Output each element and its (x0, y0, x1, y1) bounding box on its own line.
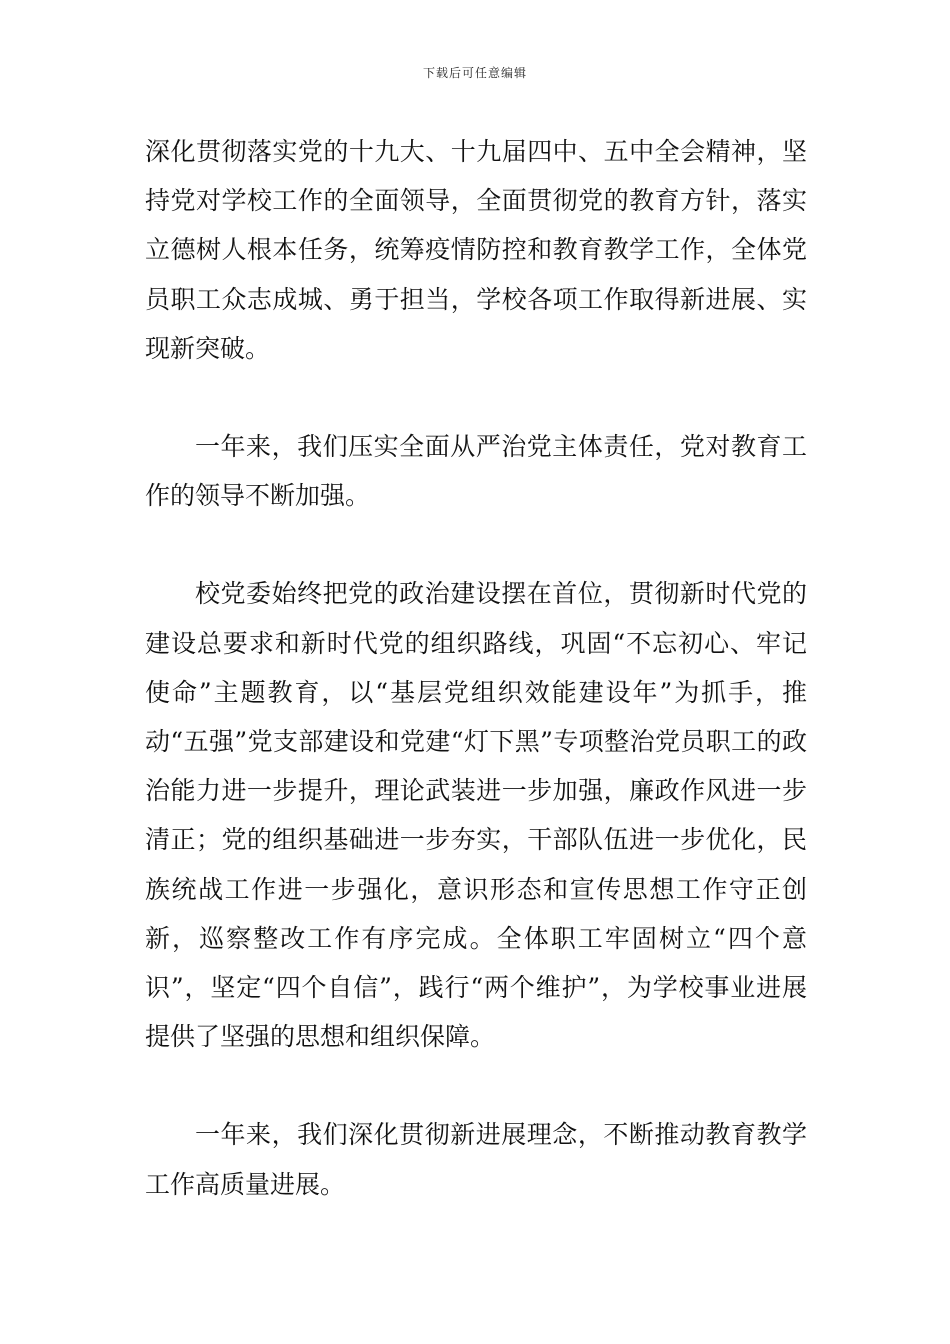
document-body (145, 127, 807, 1209)
paragraph-1: 深化贯彻落实党的十九大、十九届四中、五中全会精神，坚持党对学校工作的全面领导，全面贯彻党的教育方针，落实立德树人根本任务，统筹疫情防控和教育教学工作，全体党员职工众志成城、勇于担当，学校各项工作取得新进展、实现新突破。 (145, 137, 807, 363)
paragraph-2: 一年来，我们压实全面从严治党主体责任，党对教育工作的领导不断加强。 (145, 432, 807, 511)
header-note: 下载后可任意编辑 (422, 66, 527, 80)
paragraph-3: 校党委始终把党的政治建设摆在首位，贯彻新时代党的建设总要求和新时代党的组织路线，巩固“不忘初心、牢记使命”主题教育，以“基层党组织效能建设年”为抓手，推动“五强”党支部建设和党建“灯下黑”专项整治党员职工的政治能力进一步提升，理论武装进一步加强，廉政作风进一步清正；党的组织基础进一步夯实，干部队伍进一步优化，民族统战工作进一步强化，意识形态和宣传思想工作守正创新，巡察整改工作有序完成。全体职工牢固树立“四个意识”，坚定“四个自信”，践行“两个维护”，为学校事业进展提供了坚强的思想和组织保障。 (145, 579, 807, 1052)
paragraph-4: 一年来，我们深化贯彻新进展理念，不断推动教育教学工作高质量进展。 (145, 1120, 807, 1199)
